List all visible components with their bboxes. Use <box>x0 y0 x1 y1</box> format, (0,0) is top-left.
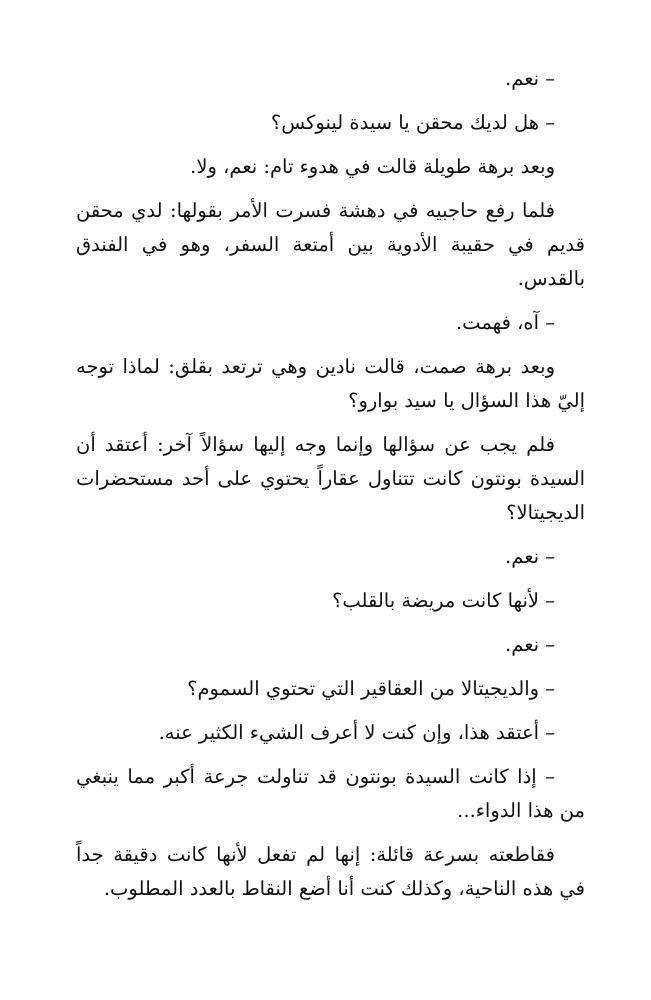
dialogue-line: – هل لديك محقن يا سيدة لينوكس؟ <box>270 111 555 134</box>
book-page <box>76 62 585 916</box>
dialogue-line: – آه، فهمت. <box>455 311 555 334</box>
dialogue-line: – أعتقد هذا، وإن كنت لا أعرف الشيء الكثير عنه. <box>158 721 555 744</box>
narration-paragraph: وبعد برهة طويلة قالت في هدوء تام: نعم، ولا. <box>190 155 555 178</box>
dialogue-line: – نعم. <box>505 545 555 568</box>
narration-paragraph: فلم يجب عن سؤالها وإنما وجه إليها سؤالاً آخر: أعتقد أن السيدة بونتون كانت تتناول عقاراً يحتوي على أحد مستحضرات الديجيتالا؟ <box>76 433 585 524</box>
dialogue-line: – والديجيتالا من العقاقير التي تحتوي السموم؟ <box>187 677 555 700</box>
narration-paragraph: فلما رفع حاجبيه في دهشة فسرت الأمر بقولها: لدي محقن قديم في حقيبة الأدوية بين أمتعة السفر، وهو في الفندق بالقدس. <box>76 199 585 290</box>
dialogue-line: – لأنها كانت مريضة بالقلب؟ <box>332 589 555 612</box>
narration-paragraph: فقاطعته بسرعة قائلة: إنها لم تفعل لأنها كانت دقيقة جداً في هذه الناحية، وكذلك كنت أنا أضع النقاط بالعدد المطلوب. <box>76 843 585 900</box>
narration-paragraph: وبعد برهة صمت، قالت نادين وهي ترتعد بقلق: لماذا توجه إليّ هذا السؤال يا سيد بوارو؟ <box>76 355 585 412</box>
dialogue-line: – نعم. <box>505 633 555 656</box>
dialogue-line: – إذا كانت السيدة بونتون قد تناولت جرعة أكبر مما ينبغي من هذا الدواء... <box>76 765 585 822</box>
dialogue-line: – نعم. <box>505 67 555 90</box>
